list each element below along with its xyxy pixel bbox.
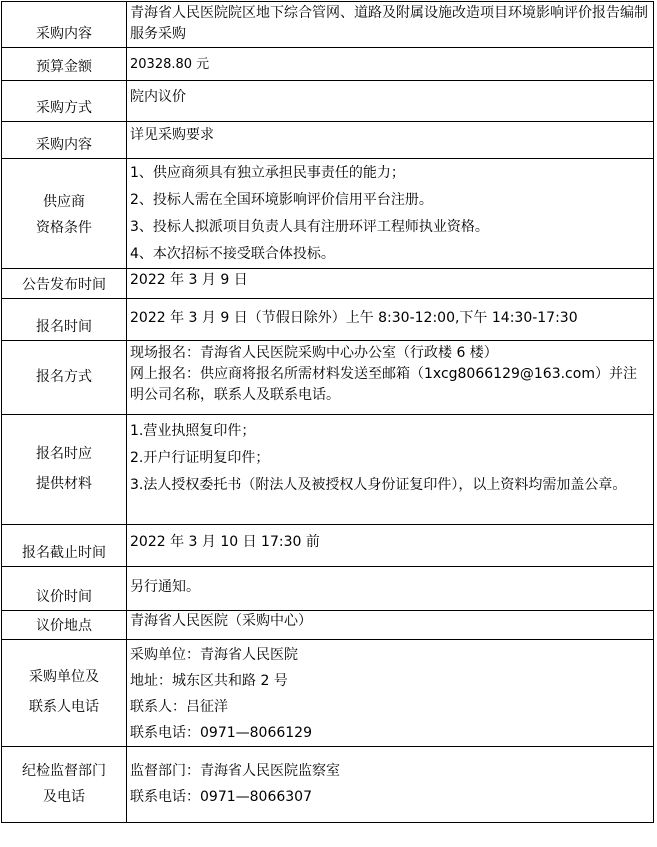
value-text: 2022 年 3 月 9 日 — [130, 272, 248, 288]
table-row — [2, 81, 654, 122]
row-value — [127, 2, 654, 48]
value-text: 2022 年 3 月 9 日（节假日除外）上午 8:30-12:00,下午 14:30-17:30 — [130, 310, 578, 326]
label-text: 议价地点 — [36, 618, 92, 634]
label-text: 议价时间 — [36, 589, 92, 605]
row-label — [2, 159, 127, 269]
row-value — [127, 122, 654, 159]
row-label — [2, 415, 127, 525]
row-label — [2, 611, 127, 640]
label-text: 公告发布时间 — [22, 277, 106, 293]
value-text: 地址：城东区共和路 2 号 — [130, 673, 288, 689]
value-text: 2022 年 3 月 10 日 17:30 前 — [130, 534, 320, 550]
row-value — [127, 81, 654, 122]
row-label — [2, 269, 127, 299]
row-value — [127, 48, 654, 81]
value-text: 联系电话：0971—8066307 — [130, 789, 312, 805]
table-row — [2, 747, 654, 823]
label-text: 采购单位及 — [29, 669, 99, 685]
value-text: 1.营业执照复印件； — [130, 423, 256, 439]
label-text: 供应商 — [43, 193, 85, 210]
label-text: 报名时间 — [36, 319, 92, 335]
value-text: 网上报名：供应商将报名所需材料发送至邮箱（1xcg8066129@163.com）并注明公司名称，联系人及联系电话。 — [130, 366, 637, 403]
value-text: 联系电话：0971—8066129 — [130, 725, 312, 741]
label-text: 采购内容 — [36, 26, 92, 42]
row-value — [127, 159, 654, 269]
procurement-notice-table — [1, 1, 654, 823]
label-text: 报名时应 — [36, 445, 92, 462]
label-text: 及电话 — [43, 788, 85, 805]
row-value — [127, 341, 654, 415]
value-text: 采购单位：青海省人民医院 — [130, 647, 298, 663]
value-text: 青海省人民医院院区地下综合管网、道路及附属设施改造项目环境影响评价报告编制服务采购 — [130, 5, 648, 42]
table-row — [2, 299, 654, 341]
row-label — [2, 747, 127, 823]
label-text: 预算金额 — [36, 59, 92, 75]
value-text: 联系人：吕征洋 — [130, 699, 228, 715]
label-text: 报名截止时间 — [22, 545, 106, 561]
table-row — [2, 269, 654, 299]
value-text: 2、投标人需在全国环境影响评价信用平台注册。 — [130, 192, 433, 208]
value-text: 4、本次招标不接受联合体投标。 — [130, 246, 335, 262]
value-text: 20328.80 元 — [130, 57, 210, 72]
row-value — [127, 640, 654, 747]
row-label — [2, 2, 127, 48]
row-value — [127, 747, 654, 823]
row-label — [2, 81, 127, 122]
label-text: 提供材料 — [36, 475, 92, 492]
table-row — [2, 48, 654, 81]
table-row — [2, 640, 654, 747]
table-row — [2, 415, 654, 525]
row-label — [2, 525, 127, 567]
row-label — [2, 341, 127, 415]
row-value — [127, 299, 654, 341]
row-label — [2, 122, 127, 159]
table-row — [2, 159, 654, 269]
row-label — [2, 48, 127, 81]
row-value — [127, 611, 654, 640]
label-text: 纪检监督部门 — [22, 762, 106, 779]
value-text: 3、投标人拟派项目负责人具有注册环评工程师执业资格。 — [130, 219, 489, 235]
row-value — [127, 525, 654, 567]
table-row — [2, 122, 654, 159]
label-text: 报名方式 — [36, 368, 92, 385]
value-text: 3.法人授权委托书（附法人及被授权人身份证复印件），以上资料均需加盖公章。 — [130, 477, 627, 493]
row-label — [2, 567, 127, 611]
table-row — [2, 525, 654, 567]
row-label — [2, 299, 127, 341]
value-text: 2.开户行证明复印件； — [130, 450, 270, 466]
value-text: 现场报名：青海省人民医院采购中心办公室（行政楼 6 楼） — [130, 345, 498, 361]
row-label — [2, 640, 127, 747]
row-value — [127, 269, 654, 299]
label-text: 采购方式 — [36, 100, 92, 116]
value-text: 详见采购要求 — [130, 127, 214, 143]
label-text: 资格条件 — [36, 219, 92, 236]
label-text: 采购内容 — [36, 137, 92, 153]
table-row — [2, 341, 654, 415]
value-text: 1、供应商须具有独立承担民事责任的能力； — [130, 165, 405, 181]
row-value — [127, 567, 654, 611]
table-row — [2, 611, 654, 640]
label-text: 联系人电话 — [29, 699, 99, 715]
row-value — [127, 415, 654, 525]
value-text: 监督部门：青海省人民医院监察室 — [130, 763, 340, 779]
value-text: 青海省人民医院（采购中心） — [130, 613, 312, 629]
value-text: 另行通知。 — [130, 579, 200, 595]
table-row — [2, 2, 654, 48]
value-text: 院内议价 — [130, 89, 186, 105]
table-row — [2, 567, 654, 611]
